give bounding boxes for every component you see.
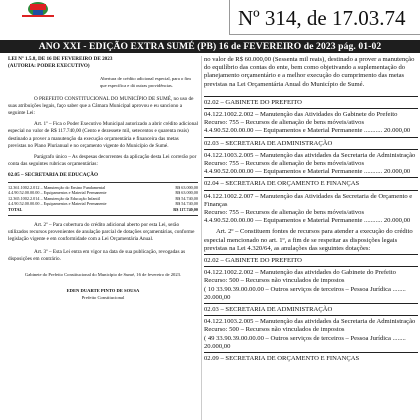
budget-line: 4.4.90.52.00.00.00 — Equipamentos e Material Permanente ........... 20.000,00	[204, 127, 411, 135]
table-row: 12.361.1002.2.012 – Manutenção do Ensino Fundamental R$ 63.000,00	[8, 184, 198, 190]
budget-line: ( 10 33.90.39.00.00.00 – Outros serviços de terceiros – Pessoa Jurídica ........ 20.000,00	[204, 285, 406, 301]
budget-line: Recurso: 755 – Recursos de alienação de bens móveis/ativos	[204, 209, 365, 217]
column-divider	[201, 56, 202, 420]
left-column	[8, 56, 198, 420]
table-heading: 02.05 – SECRETARIA DE EDUCAÇÃO	[8, 172, 98, 179]
table-row: 12.365.1002.2.014 – Manutenção da Educação Infantil R$ 54.740,00	[8, 195, 198, 201]
budget-line: 04.122.1003.2.005 – Manutenção das atividades da Secretaria de Administração	[204, 151, 416, 159]
place-date: Gabinete do Prefeito Constitucional do Município de Sumé, 16 de fevereiro de 2023.	[24, 271, 182, 277]
section-heading: 02.02 – GABINETE DO PREFEITO	[204, 257, 302, 265]
section-heading: 02.09 – SECRETARIA DE ORÇAMENTO E FINANÇAS	[204, 355, 360, 363]
section-heading: 02.04 – SECRETARIA DE ORÇAMENTO E FINANÇAS	[204, 180, 360, 188]
section-heading: 02.02 – GABINETE DO PREFEITO	[204, 98, 302, 106]
article-3: Art. 3º – Esta Lei entra em vigor na data de sua publicação, revogadas as disposições em contrário.	[8, 249, 186, 263]
budget-line: 04.122.1002.2.002 – Manutenção das Atividades do Gabinete do Prefeito	[204, 111, 398, 119]
budget-line: ( 49 33.90.39.00.00.00 – Outros serviços de terceiros – Pessoa Jurídica ........ 20.000,00	[204, 334, 406, 350]
budget-line: Recurso: 755 – Recursos de alienação de bens móveis/ativos	[204, 119, 365, 127]
budget-line: 4.4.90.52.00.00.00 — Equipamentos e Material Permanente ........... 20.000,00	[204, 217, 411, 225]
law-number-box	[229, 0, 420, 35]
table-row: 4.4.90.52.00.00.00 – Equipamentos e Material Permanente R$ 63.000,00	[8, 190, 198, 196]
budget-line: 04.122.1003.2.005 – Manutenção das atividades da Secretaria de Administração	[204, 318, 416, 326]
table-total-row: TOTAL R$ 117.740,00	[8, 207, 198, 212]
budget-line: 04.122.1002.2.002 – Manutenção das atividades do Gabinete do Prefeito	[204, 269, 396, 277]
section-heading: 02.03 – SECRETARIA DE ADMINISTRAÇÃO	[204, 139, 333, 147]
article-1: Art. 1º – Fica o Poder Executivo Municipal autorizado a abrir crédito adicional especial no valor de R$ 117.740,00 (Cento e dezessete mil, setecentos e quarenta reais) destinado a prover a manutenção da execução orçamentária e financeira das metas previstas no Plano Plurianual e no orçamento vigente do Município de Sumé.	[8, 121, 198, 149]
section-heading: 02.03 – SECRETARIA DE ADMINISTRAÇÃO	[204, 306, 333, 314]
law-title: LEI Nº 1.5.8, DE 16 DE FEVEREIRO DE 2023	[8, 56, 113, 62]
table-row: 4.4.90.52.00.00.00 – Equipamentos e Material Permanente R$ 54.740,00	[8, 201, 198, 207]
edition-bar: ANO XXI - EDIÇÃO EXTRA SUMÉ (PB) 16 de FEVEREIRO de 2023 pág. 01-02	[0, 40, 420, 53]
budget-line: 04.122.1002.2.007 – Manutenção das Atividades da Secretaria de Orçamento e Finanças	[204, 192, 413, 208]
right-article-2: Art. 2º – Constituem fontes de recursos para atender a execução do crédito especial mencionado no art. 1º, a fim de se respeitar as disposições legais previstas na Lei 4.320/64, as anulações das seguintes dotações:	[204, 228, 413, 252]
law-preamble: O PREFEITO CONSTITUCIONAL DO MUNICÍPIO DE SUMÉ, no uso de suas atribuições legais, faço saber que a Câmara Municipal aprovou e eu sanciono a seguinte Lei:	[8, 95, 194, 116]
budget-line: 4.4.90.52.00.00.00 — Equipamentos e Material Permanente ........... 20.000,00	[204, 168, 411, 176]
municipal-logo-icon	[8, 0, 68, 20]
table-rule	[8, 215, 198, 216]
budget-line: Recurso: 500 – Recursos não vinculados de impostos	[204, 326, 345, 334]
law-number: Nº 314, de 17.03.74	[238, 6, 406, 30]
table-rule	[8, 182, 198, 183]
signature-name: EDEN DUARTE PINTO DE SOUSA	[66, 288, 140, 294]
right-intro: no valor de R$ 60.000,00 (Sessenta mil reais), destinado a prover a manutenção do equilíbrio das contas do ente, bem como objetivando a suplementação do planejamento orçamentário e a melhor execução do cumprimento das metas previstas na Lei Orçamentária Anual do Município de Sumé.	[204, 56, 415, 88]
law-summary: Abertura de crédito adicional especial, para o fim que específica e dá outras providências.	[100, 76, 191, 88]
budget-line: Recurso: 755 – Recursos de alienação de bens móveis/ativos	[204, 160, 365, 168]
article-2: Art. 2º – Para cobertura do crédito adicional aberto por esta Lei, serão utilizados recursos provenientes de anulação parcial de dotações orçamentárias, conforme legislação vigente e em conformidade com a Lei Orçamentária Anual.	[8, 221, 195, 242]
signature-role: Prefeito Constitucional	[81, 294, 125, 300]
budget-table	[8, 185, 198, 213]
law-author: (AUTORIA: PODER EXECUTIVO)	[8, 63, 90, 70]
article-1-paragraph: Parágrafo único – As despesas decorrentes da aplicação desta Lei correrão por conta das seguintes rubricas orçamentárias:	[8, 154, 197, 168]
right-column	[204, 56, 418, 420]
budget-line: Recurso: 500 – Recursos não vinculados de impostos	[204, 277, 345, 285]
